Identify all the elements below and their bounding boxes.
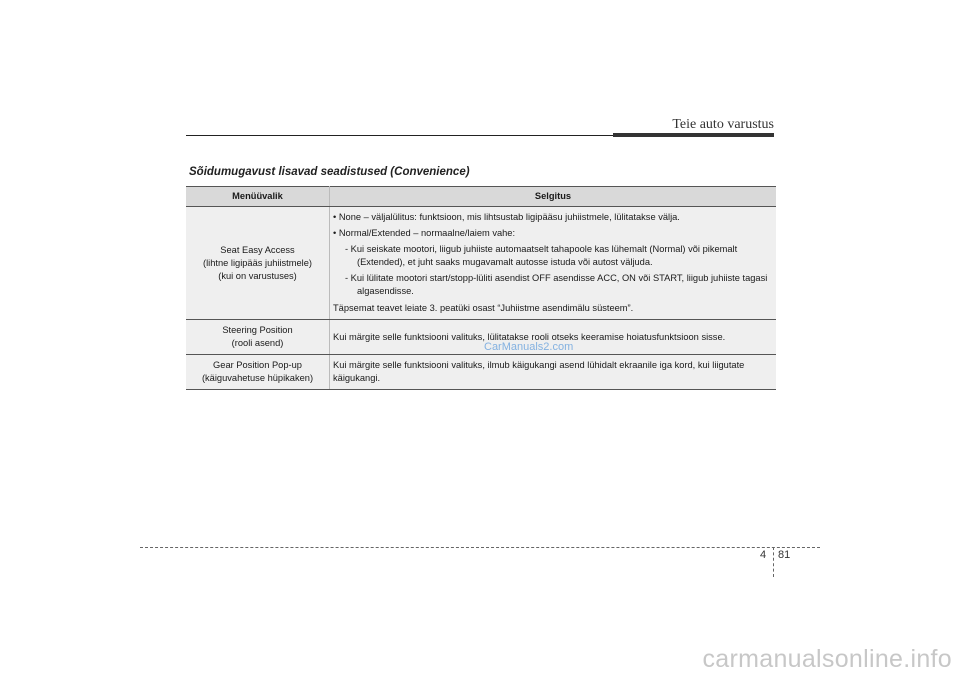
menu-label: Seat Easy Access xyxy=(220,244,295,255)
reference-note: Täpsemat teavet leiate 3. peatüki osast “Juhiistme asendimälu süsteem”. xyxy=(333,303,634,314)
chapter-number: 4 xyxy=(760,549,767,561)
page-divider xyxy=(773,547,774,577)
header-rule-accent xyxy=(613,133,774,137)
table-row xyxy=(186,320,776,355)
footer-rule xyxy=(140,547,820,548)
page-header-title: Teie auto varustus xyxy=(672,117,774,132)
bullet-item: • Normal/Extended – normaalne/laiem vahe: xyxy=(333,228,516,239)
menu-label-translation: (käiguvahetuse hüpikaken) xyxy=(201,373,314,384)
table-row xyxy=(186,355,776,390)
menu-cell-gear-position-popup xyxy=(186,355,330,390)
menu-cell-seat-easy-access xyxy=(186,207,330,320)
site-watermark: carmanualsonline.info xyxy=(702,645,952,673)
column-header-description: Selgitus xyxy=(330,187,777,207)
description-cell xyxy=(330,207,777,320)
menu-label-translation: (lihtne ligipääs juhiistmele) xyxy=(202,257,313,268)
description-cell: Kui märgite selle funktsiooni valituks, ilmub käigukangi asend lühidalt ekraanile iga kord, kui liigutate käigukangi. xyxy=(330,355,777,390)
table-row xyxy=(186,207,776,320)
description-cell: Kui märgite selle funktsiooni valituks, lülitatakse rooli otseks keeramise hoiatusfunktsioon sisse. xyxy=(330,320,777,355)
sub-item: - Kui seiskate mootori, liigub juhiiste automaatselt tahapoole kas lühemalt (Normal) või pikemalt (Extended), et juht saaks mugavamalt autosse istuda või autost väljuda. xyxy=(345,244,738,268)
sub-item: - Kui lülitate mootori start/stopp-lüliti asendist OFF asendisse ACC, ON või START, liigub juhiiste tagasi algasendisse. xyxy=(345,273,768,297)
table-header-row xyxy=(186,187,776,207)
menu-label: Steering Position xyxy=(222,325,293,336)
page-number: 81 xyxy=(778,549,791,561)
menu-cell-steering-position xyxy=(186,320,330,355)
menu-label-translation: (rooli asend) xyxy=(231,338,284,349)
section-title: Sõidumugavust lisavad seadistused (Convenience) xyxy=(189,166,470,178)
menu-label-note: (kui on varustuses) xyxy=(218,270,297,281)
column-header-menu: Menüüvalik xyxy=(186,187,330,207)
watermark: CarManuals2.com xyxy=(484,341,574,353)
menu-label: Gear Position Pop-up xyxy=(213,360,302,371)
settings-table xyxy=(186,186,776,390)
bullet-item: • None – väljalülitus: funktsioon, mis lihtsustab ligipääsu juhiistmele, lülitatakse välja. xyxy=(333,212,680,222)
